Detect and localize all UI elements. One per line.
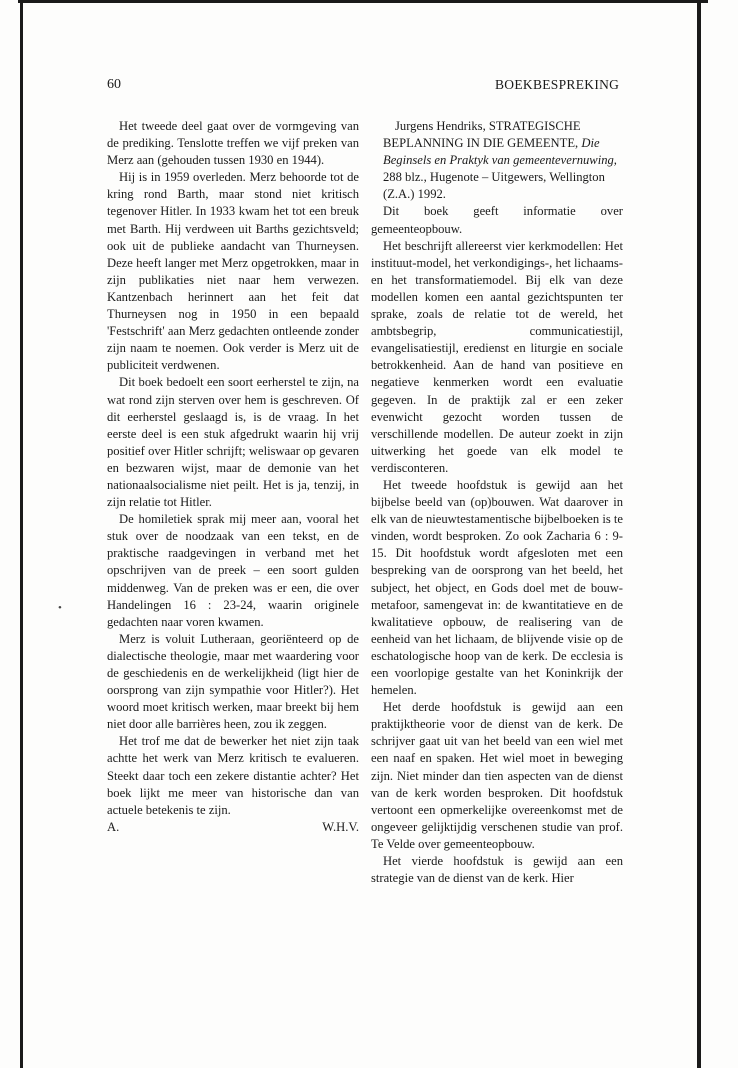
paragraph: Dit boek bedoelt een soort eerherstel te zijn, na wat rond zijn sterven over hem is geschreven. Of dit eerherstel geslaagd is, is de vraag. In het eerste deel is een stuk afgedrukt waarin hij vrij positief over Hitler schrijft; weliswaar op gevaren en bezwaren wijst, maar de demonie van het nationaalsocialisme niet peilt. Het is ja, tenzij, in zijn relatie tot Hitler. [107, 375, 359, 510]
book-author-title: Jurgens Hendriks, STRATEGISCHE BEPLANNING IN DIE GEMEENTE, [383, 119, 581, 151]
page-edge-top [18, 0, 708, 3]
paragraph: De homiletiek sprak mij meer aan, vooral het stuk over de noodzaak van een tekst, en de praktische raadgevingen in verband met het opschrijven van de preek – een soort gulden middenweg. Van de preken was er een, die over Handelingen 16 : 23-24, waarin originele gedachten naar voren kwamen. [107, 512, 359, 629]
reviewer-initials: W.H.V. [322, 819, 359, 834]
paragraph: Het beschrijft allereerst vier kerkmodellen: Het instituut-model, het verkondigings-, het lichaams- en het transformatiemodel. Bij elk van deze modellen komen een aantal gezichtspunten ter sprake, zoals de relatie tot de wereld, het ambtsbegrip, communicatiestijl, evangelisatiestijl, eredienst en liturgie en sociale betrokkenheid. Aan de hand van positieve en negatieve kenmerken wordt een evaluatie gegeven. In de praktijk zal er een zeker evenwicht gezocht worden tussen de verschillende modellen. De auteur zoekt in zijn uitwerking het goede van elk model te verdisconteren. [371, 238, 623, 475]
paragraph: Het tweede deel gaat over de vormgeving van de prediking. Tenslotte treffen we vijf preken van Merz aan (gehouden tussen 1930 en 1944). [107, 119, 359, 168]
running-head: BOEKBESPREKING [495, 77, 620, 92]
paragraph: Het vierde hoofdstuk is gewijd aan een strategie van de dienst van de kerk. Hier [371, 854, 623, 886]
book-reference [371, 118, 623, 203]
paragraph: Het derde hoofdstuk is gewijd aan een praktijktheorie voor de dienst van de kerk. De schrijver gaat uit van het beeld van een wiel met een naaf en spaken. Het wiel moet in beweging zijn. Niet minder dan tien aspecten van de dienst van de kerk worden besproken. Dit hoofdstuk vertoont een opmerkelijke overeenkomst met de ongeveer gelijktijdig verschenen studie van prof. Te Velde over gemeenteopbouw. [371, 700, 623, 851]
paragraph: Hij is in 1959 overleden. Merz behoorde tot de kring rond Barth, maar stond niet kritisch tegenover Hitler. In 1933 kwam het tot een breuk met Barth. Hij verdween uit Barths gezichtsveld; ook uit de publieke aandacht van Thurneysen. Deze heeft langer met Merz opgetrokken, maar in zijn publikaties niet naar hem verwezen. Kantzenbach herinnert aan het feit dat Thurneysen nog in 1950 in een bepaald 'Festschrift' aan Merz gedachten ontleende zonder zijn naam te noemen. Ook verder is Merz uit de publiciteit verdwenen. [107, 170, 359, 373]
page-edge-right [697, 0, 701, 1068]
paragraph: Dit boek geeft informatie over gemeenteopbouw. [371, 204, 623, 236]
right-column [371, 118, 623, 887]
book-subtitle: Die Beginsels en Praktyk van gemeentevernuwing, [383, 136, 617, 168]
paragraph: Merz is voluit Lutheraan, georiënteerd op de dialectische theologie, maar met waardering voor de geschiedenis en de werkelijkheid (ligt hier de oorsprong van zijn sympathie voor Hitler?). Het woord moet kritisch werken, maar breekt bij hem niet door alle barrières heen, zou ik zeggen. [107, 631, 359, 732]
review-signoff [107, 819, 359, 836]
page-edge-left [20, 0, 23, 1068]
signoff-initial: A. [107, 819, 120, 834]
left-column [107, 118, 359, 836]
ink-mark: • [58, 602, 62, 614]
page-number: 60 [107, 77, 121, 92]
paragraph: Het tweede hoofdstuk is gewijd aan het bijbelse beeld van (op)bouwen. Wat daarover in elk van de nieuwtestamentische bijbelboeken is te vinden, wordt besproken. Zo ook Zacharia 6 : 9-15. Dit hoofdstuk wordt afgesloten met een bespreking van de oorsprong van het beeld, het subject, het object, en Gods doel met de bouw-metafoor, samengevat in: de kwantitatieve en de kwalitatieve opbouw, de realisering van de eenheid van het lichaam, de blijvende visie op de eschatologische hoop van de kerk. De ecclesia is een voorlopige gestalte van het Koninkrijk der hemelen. [371, 477, 623, 698]
paragraph: Het trof me dat de bewerker het niet zijn taak achtte het werk van Merz kritisch te evalueren. Steekt daar toch een zekere distantie achter? Het boek lijkt me meer van historische dan van actuele betekenis te zijn. [107, 734, 359, 817]
book-details: 288 blz., Hugenote – Uitgewers, Wellington (Z.A.) 1992. [383, 170, 605, 202]
